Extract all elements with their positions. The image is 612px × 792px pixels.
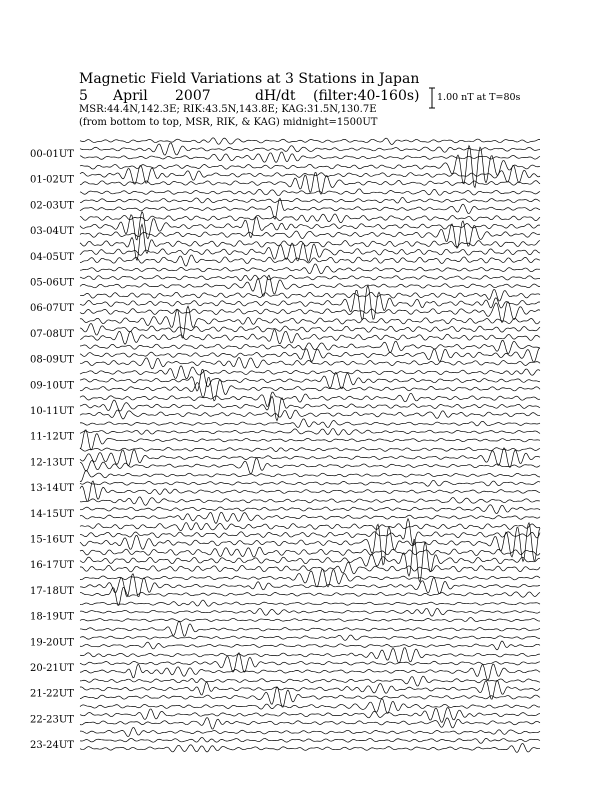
trace-rik	[80, 448, 540, 468]
trace-kag	[80, 330, 540, 345]
trace-rik	[80, 539, 540, 582]
trace-msr	[80, 676, 540, 686]
trace-kag	[80, 523, 540, 565]
row-label: 23-24UT	[30, 740, 74, 752]
trace-rik	[80, 519, 540, 545]
row-label: 04-05UT	[30, 251, 74, 263]
trace-kag	[80, 664, 540, 680]
trace-msr	[80, 547, 540, 557]
trace-rik	[80, 198, 540, 203]
trace-rik	[80, 707, 540, 722]
date-month: April	[113, 88, 148, 104]
trace-msr	[80, 648, 540, 663]
row-label: 07-08UT	[30, 328, 74, 340]
row-label: 19-20UT	[30, 637, 74, 649]
trace-rik	[80, 275, 540, 280]
trace-msr	[80, 214, 540, 223]
date-year: 2007	[175, 88, 211, 104]
trace-kag	[80, 744, 540, 753]
trace-msr	[80, 470, 540, 481]
row-label: 09-10UT	[30, 380, 74, 392]
trace-kag	[80, 512, 540, 523]
row-label: 20-21UT	[30, 663, 74, 674]
row-label: 22-23UT	[30, 714, 74, 726]
row-label: 21-22UT	[30, 688, 74, 700]
row-label: 14-15UT	[30, 508, 74, 520]
trace-msr	[80, 264, 540, 274]
trace-rik	[80, 286, 540, 320]
quantity-label: dH/dt	[255, 88, 296, 104]
trace-kag	[80, 718, 540, 729]
trace-rik	[80, 428, 540, 435]
row-label: 00-01UT	[30, 149, 74, 160]
filter-label: (filter:40-160s)	[313, 88, 420, 104]
trace-rik	[80, 737, 540, 743]
trace-kag	[80, 410, 540, 419]
trace-msr	[80, 306, 540, 338]
trace-msr	[80, 419, 540, 428]
row-label: 10-11UT	[30, 406, 74, 417]
trace-rik	[80, 608, 540, 616]
row-label: 03-04UT	[30, 226, 74, 238]
row-label: 01-02UT	[30, 174, 74, 186]
trace-kag	[80, 221, 540, 248]
order-note: (from bottom to top, MSR, RIK, & KAG) midnight=1500UT	[79, 117, 378, 128]
trace-kag	[80, 587, 540, 605]
trace-msr	[80, 497, 540, 505]
row-label: 13-14UT	[30, 483, 74, 495]
row-label: 18-19UT	[30, 611, 74, 623]
scale-label: 1.00 nT at T=80s	[437, 92, 521, 103]
trace-msr	[80, 727, 540, 736]
trace-rik	[80, 505, 540, 514]
trace-msr	[80, 366, 540, 379]
row-label: 17-18UT	[30, 585, 74, 597]
trace-rik	[80, 165, 540, 184]
row-label: 05-06UT	[30, 277, 74, 289]
trace-msr	[80, 289, 540, 301]
trace-msr	[80, 340, 540, 353]
row-label: 08-09UT	[30, 354, 74, 366]
trace-rik	[80, 480, 540, 486]
chart-title: Magnetic Field Variations at 3 Stations in Japan	[79, 71, 420, 87]
row-label: 12-13UT	[30, 457, 74, 469]
trace-msr	[80, 600, 540, 606]
row-label: 16-17UT	[30, 560, 74, 572]
trace-rik	[80, 396, 540, 420]
trace-msr	[80, 621, 540, 636]
trace-msr	[80, 448, 540, 452]
trace-msr	[80, 392, 540, 406]
stations-coordinates: MSR:44.4N,142.3E; RIK:43.5N,143.8E; KAG:31.5N,130.7E	[79, 104, 377, 115]
trace-msr	[80, 224, 540, 260]
trace-msr	[80, 138, 540, 145]
row-label: 15-16UT	[30, 534, 74, 546]
trace-rik	[80, 635, 540, 640]
date-day: 5	[79, 88, 88, 104]
trace-kag	[80, 430, 540, 450]
trace-msr	[80, 569, 540, 587]
trace-msr	[80, 523, 540, 531]
row-label: 11-12UT	[30, 431, 74, 443]
trace-msr	[80, 146, 540, 188]
trace-kag	[80, 641, 540, 650]
trace-kag	[80, 458, 540, 474]
row-label: 06-07UT	[30, 303, 74, 315]
trace-kag	[80, 618, 540, 622]
row-label: 02-03UT	[30, 200, 74, 212]
trace-rik	[80, 348, 540, 362]
